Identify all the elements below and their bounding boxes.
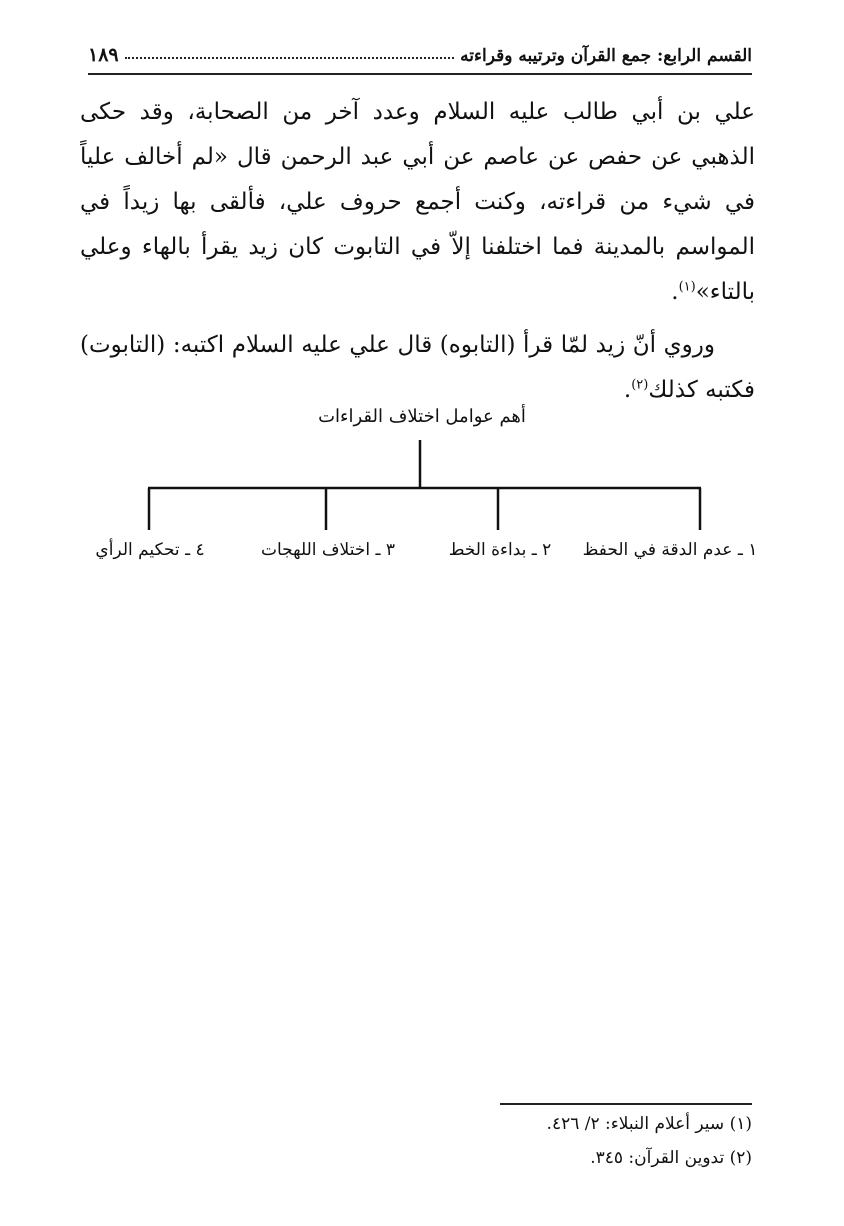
- footnote-1: (١) سير أعلام النبلاء: ٢/ ٤٢٦.: [546, 1114, 752, 1134]
- footnotes: [420, 1107, 752, 1175]
- branch-label-1: ١ ـ عدم الدقة في الحفظ: [582, 540, 758, 560]
- paragraph-2-end: .: [623, 377, 632, 403]
- footnote-ref-1: (١): [678, 279, 696, 295]
- branch-label-2: ٢ ـ بداءة الخط: [448, 540, 552, 560]
- paragraph-1-text: علي بن أبي طالب عليه السلام وعدد آخر من الصحابة، وقد حكى الذهبي عن حفص عن عاصم عن أبي عبد الرحمن قال «لم أخالف علياً في شيء من قراءته، وكنت أجمع حروف علي، فألقى بها زيداً في المواسم بالمدينة فما اختلفنا إلاّ في التابوت كان زيد يقرأ بالهاء وعلي بالتاء»: [80, 99, 755, 305]
- footnote-ref-2: (٢): [631, 377, 649, 393]
- page-number: ١٨٩: [88, 44, 119, 66]
- footnote-2: (٢) تدوين القرآن: ٣٤٥.: [590, 1148, 752, 1168]
- running-title: القسم الرابع: جمع القرآن وترتيبه وقراءته: [460, 46, 752, 66]
- paragraph-1-end: .: [671, 279, 679, 305]
- branch-label-4: ٤ ـ تحكيم الرأي: [95, 540, 205, 560]
- branch-label-3: ٣ ـ اختلاف اللهجات: [261, 540, 395, 560]
- paragraph-2-text: وروي أنّ زيد لمّا قرأ (التابوه) قال علي عليه السلام اكتبه: (التابوت) فكتبه كذلك: [80, 332, 755, 403]
- diagram-title: أهم عوامل اختلاف القراءات: [318, 406, 526, 427]
- footnote-rule: [500, 1103, 752, 1105]
